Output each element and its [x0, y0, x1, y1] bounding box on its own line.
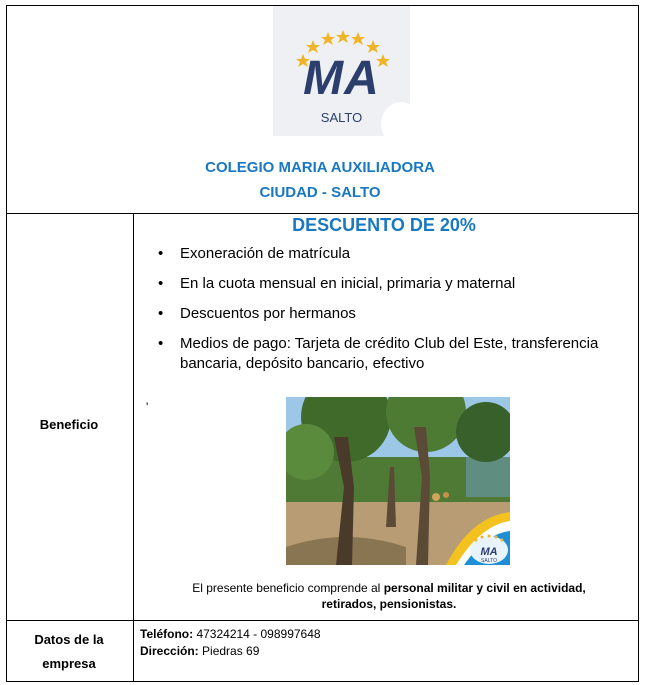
benefit-row-label: Beneficio	[39, 417, 99, 432]
logo-subtext: SALTO	[320, 110, 363, 125]
schoolyard-photo	[286, 397, 510, 565]
list-item: • Medios de pago: Tarjeta de crédito Club del Este, transferencia bancaria, depósito bancario, efectivo	[158, 335, 599, 372]
benefit-list	[150, 244, 635, 384]
benefit-note: El presente beneficio comprende al personal militar y civil en actividad, retirados, pensionistas.	[192, 581, 586, 611]
schoolyard-photo-image	[286, 397, 510, 565]
phone-label: Teléfono:	[140, 627, 194, 641]
school-city: CIUDAD - SALTO	[259, 184, 381, 201]
discount-title: DESCUENTO DE 20%	[292, 215, 476, 235]
photo-logo-subtext: SALTO	[481, 558, 497, 564]
bullet-icon: •	[158, 245, 164, 262]
school-name: COLEGIO MARIA AUXILIADORA	[205, 159, 435, 176]
logo-text: MA	[303, 52, 380, 105]
address-line	[140, 644, 259, 658]
header-divider	[7, 213, 638, 214]
school-logo	[273, 6, 410, 136]
company-row-label: Datos de la empresa	[34, 632, 104, 671]
list-item: • Descuentos por hermanos	[158, 305, 356, 322]
address-value: Piedras 69	[198, 644, 260, 658]
phone-line	[140, 627, 321, 641]
stray-mark: '	[146, 400, 149, 414]
bullet-icon: •	[158, 275, 164, 292]
list-item: • En la cuota mensual en inicial, primaria y maternal	[158, 275, 516, 292]
list-item: • Exoneración de matrícula	[158, 245, 351, 262]
company-divider	[7, 620, 638, 621]
address-label: Dirección:	[140, 644, 199, 658]
phone-value: 47324214 - 098997648	[193, 627, 321, 641]
bullet-icon: •	[158, 335, 164, 352]
photo-logo-text: MA	[480, 546, 498, 558]
column-divider	[133, 213, 134, 681]
bullet-icon: •	[158, 305, 164, 322]
